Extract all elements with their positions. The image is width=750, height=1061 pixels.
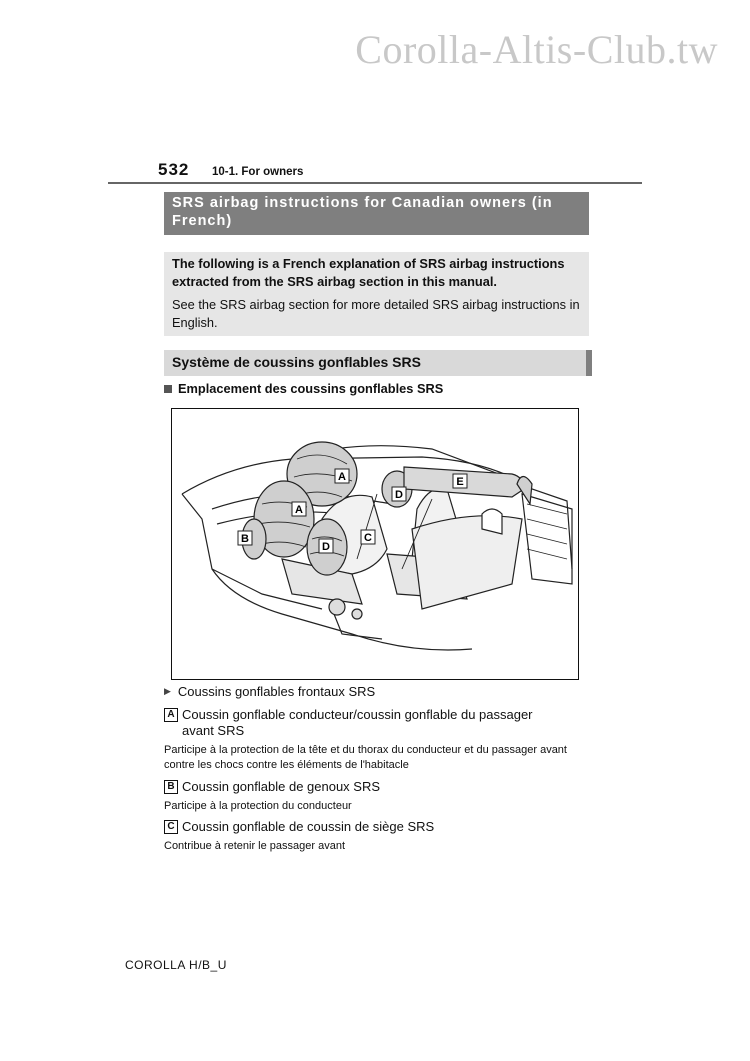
watermark: Corolla-Altis-Club.tw xyxy=(355,27,718,72)
figure-label-d: D xyxy=(322,541,330,553)
figure-label-d-top: D xyxy=(395,489,403,501)
letter-c-icon: C xyxy=(164,820,178,834)
entry-b-description: Participe à la protection du conducteur xyxy=(164,800,352,812)
sub-heading: Système de coussins gonflables SRS xyxy=(164,350,592,376)
letter-b-icon: B xyxy=(164,780,178,794)
letter-a-icon: A xyxy=(164,708,178,722)
info-normal-text: See the SRS airbag section for more detailed SRS airbag instructions in English. xyxy=(172,297,580,330)
info-box xyxy=(164,252,589,336)
info-bold-text: The following is a French explanation of SRS airbag instructions extracted from the SRS airbag section in this manual. xyxy=(172,256,565,289)
figure-label-e: E xyxy=(456,476,464,488)
entry-c xyxy=(164,819,574,835)
airbag-figure xyxy=(171,408,579,680)
section-banner: SRS airbag instructions for Canadian owners (in French) xyxy=(164,192,589,235)
entry-a xyxy=(164,707,574,739)
page-footer: COROLLA H/B_U xyxy=(125,958,227,972)
list-title-text: Coussins gonflables frontaux SRS xyxy=(177,684,376,699)
section-title: 10-1. For owners xyxy=(212,166,304,178)
figure-label-a: A xyxy=(295,504,303,516)
emplacement-text: Emplacement des coussins gonflables SRS xyxy=(178,381,444,396)
airbag-illustration xyxy=(172,409,578,679)
entry-b xyxy=(164,779,574,795)
emplacement-heading xyxy=(164,381,443,396)
square-bullet-icon xyxy=(164,385,172,393)
figure-label-a-top: A xyxy=(338,471,346,483)
entry-c-title: Coussin gonflable de coussin de siège SRS xyxy=(182,819,435,834)
triangle-bullet-icon: ▶ xyxy=(164,686,171,696)
entry-b-title: Coussin gonflable de genoux SRS xyxy=(182,779,381,794)
page-header xyxy=(158,160,303,180)
page-number: 532 xyxy=(158,160,190,179)
entry-a-title: Coussin gonflable conducteur/coussin gonflable du passager avant SRS xyxy=(182,707,533,738)
list-title xyxy=(164,684,375,699)
entry-c-description: Contribue à retenir le passager avant xyxy=(164,840,345,852)
header-rule xyxy=(108,182,642,184)
figure-label-b: B xyxy=(241,533,249,545)
figure-label-c: C xyxy=(364,532,372,544)
entry-a-description: Participe à la protection de la tête et du thorax du conducteur et du passager avant contre les chocs contre les éléments de l'habitacle xyxy=(164,744,567,771)
